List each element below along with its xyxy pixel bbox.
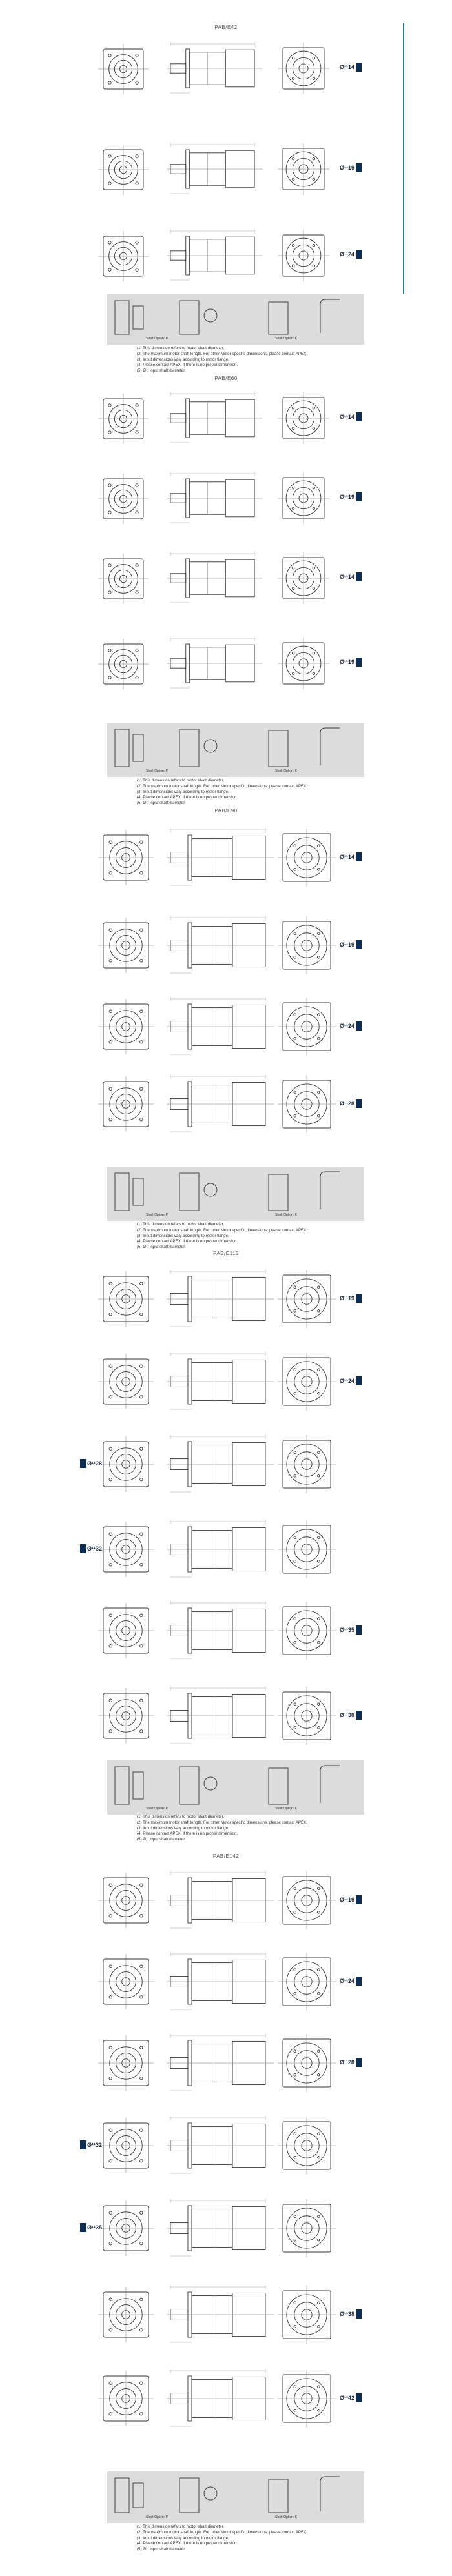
model-marker	[356, 572, 362, 581]
model-marker	[356, 163, 362, 172]
front-view-drawing	[97, 1270, 155, 1328]
side-view-drawing	[167, 550, 265, 608]
model-label: Ø¹¹19	[340, 941, 355, 948]
front-view-drawing	[97, 1075, 155, 1133]
footnote-line: (2) The maximum motor shaft length. For other Motor specific dimensions, please contact APEX.	[137, 2530, 307, 2535]
model-marker	[356, 852, 362, 861]
input-view-drawing	[276, 142, 331, 196]
model-tag	[80, 2140, 102, 2150]
model-marker	[356, 2309, 362, 2319]
footnote-line: (4) Please contact APEX, if there is no proper dimension.	[137, 1831, 238, 1836]
footnote-line: (4) Please contact APEX, if there is no proper dimension.	[137, 2541, 238, 2546]
shaft-option-p-label: Shaft Option: P	[146, 769, 168, 773]
input-view-drawing	[276, 391, 331, 445]
model-marker	[356, 1021, 362, 1031]
section-title: PAB/E90	[214, 808, 238, 814]
front-view-drawing	[97, 230, 150, 283]
model-label: Ø¹¹42	[340, 2395, 355, 2401]
input-view-drawing	[276, 1951, 337, 2012]
shaft-option-k-label: Shaft Option: K	[275, 1807, 297, 1811]
side-view-drawing	[167, 2114, 276, 2179]
front-view-drawing	[97, 638, 150, 690]
input-view-drawing	[276, 827, 337, 888]
model-tag	[340, 2309, 362, 2319]
footnotes	[137, 346, 369, 374]
input-view-drawing	[276, 2368, 337, 2429]
section-title: PAB/E42	[214, 25, 238, 30]
front-view-drawing	[97, 1520, 155, 1578]
model-marker	[356, 1294, 362, 1303]
shaft-option-p-label: Shaft Option: P	[146, 2515, 168, 2519]
model-marker	[356, 1977, 362, 1986]
model-marker	[356, 1099, 362, 1108]
side-view-drawing	[167, 1518, 276, 1582]
model-label: Ø¹¹14	[340, 574, 355, 580]
input-view-drawing	[276, 471, 331, 525]
model-tag	[340, 1021, 362, 1031]
side-view-drawing	[167, 1072, 276, 1137]
model-tag	[340, 1625, 362, 1635]
side-view-drawing	[167, 1684, 276, 1749]
model-marker	[80, 1544, 86, 1553]
footnotes	[137, 2524, 369, 2553]
model-label: Ø¹¹28	[340, 2059, 355, 2066]
model-label: Ø¹¹28	[87, 1460, 103, 1467]
model-marker	[80, 1459, 86, 1468]
shaft-option-p-label: Shaft Option: P	[146, 1213, 168, 1217]
model-tag	[340, 163, 362, 173]
model-marker	[356, 1625, 362, 1635]
footnote-line: (3) Input dimensions vary according to motor flange.	[137, 2535, 229, 2541]
input-view-drawing	[276, 996, 337, 1057]
section-title: PAB/E60	[214, 376, 238, 381]
side-view-drawing	[167, 2367, 276, 2431]
front-view-drawing	[97, 2286, 155, 2344]
side-view-drawing	[167, 390, 265, 448]
model-label: Ø¹¹32	[87, 2142, 103, 2148]
shaft-options-band	[107, 294, 364, 345]
shaft-option-k-label: Shaft Option: K	[275, 2515, 297, 2519]
model-tag	[80, 1458, 102, 1469]
model-label: Ø¹¹38	[340, 1712, 355, 1718]
footnote-line: (2) The maximum motor shaft length. For other Motor specific dimensions, please contact APEX.	[137, 783, 307, 789]
side-view-drawing	[167, 141, 265, 199]
model-marker	[356, 658, 362, 667]
input-view-drawing	[276, 636, 331, 690]
input-view-drawing	[276, 2198, 337, 2259]
input-view-drawing	[276, 551, 331, 605]
model-label: Ø¹¹32	[87, 1545, 103, 1552]
input-view-drawing	[276, 1519, 337, 1580]
footnotes	[137, 1815, 369, 1843]
side-view-drawing	[167, 1950, 276, 2015]
model-tag	[340, 492, 362, 502]
side-view-drawing	[167, 826, 276, 891]
model-tag	[340, 940, 362, 950]
model-tag	[340, 657, 362, 667]
shaft-options-band	[107, 1167, 364, 1221]
input-view-drawing	[276, 2284, 337, 2345]
front-view-drawing	[97, 2199, 155, 2257]
shaft-option-k-label: Shaft Option: K	[275, 769, 297, 773]
model-label: Ø¹¹28	[340, 1100, 355, 1107]
model-marker	[356, 1376, 362, 1385]
model-label: Ø¹¹19	[340, 659, 355, 665]
side-view-drawing	[167, 470, 265, 528]
model-label: Ø¹¹24	[340, 1978, 355, 1984]
model-label: Ø¹¹38	[340, 2311, 355, 2317]
footnote-line: (3) Input dimensions vary according to motor flange.	[137, 789, 229, 794]
footnote-line: (5) Ø¹: Input shaft diameter.	[137, 1837, 186, 1842]
footnote-line: (2) The maximum motor shaft length. For other Motor specific dimensions, please contact APEX.	[137, 351, 307, 356]
front-view-drawing	[97, 472, 150, 525]
footnote-line: (1) This dimension refers to motor shaft diameter.	[137, 2524, 225, 2529]
side-view-drawing	[167, 2283, 276, 2348]
model-marker	[356, 250, 362, 259]
model-tag	[340, 1293, 362, 1303]
footnote-line: (1) This dimension refers to motor shaft diameter.	[137, 346, 225, 350]
side-view-drawing	[167, 40, 265, 98]
shaft-option-p-label: Shaft Option: P	[146, 1807, 168, 1811]
model-label: Ø¹¹19	[340, 1295, 355, 1302]
model-label: Ø¹¹24	[340, 251, 355, 257]
footnote-line: (2) The maximum motor shaft length. For other Motor specific dimensions, please contact APEX.	[137, 1227, 307, 1233]
side-view-drawing	[167, 227, 265, 285]
model-label: Ø¹¹19	[340, 165, 355, 171]
model-tag	[340, 1976, 362, 1986]
footnote-line: (5) Ø¹: Input shaft diameter.	[137, 368, 186, 374]
model-marker	[356, 492, 362, 501]
shaft-options-band	[107, 1760, 364, 1815]
footnote-line: (1) This dimension refers to motor shaft diameter.	[137, 778, 225, 783]
shaft-options-band	[107, 2471, 364, 2523]
front-view-drawing	[97, 916, 155, 974]
model-tag	[340, 1710, 362, 1720]
footnotes	[137, 1222, 369, 1251]
model-label: Ø¹¹35	[87, 2224, 103, 2231]
side-view-drawing	[167, 914, 276, 978]
model-tag	[340, 852, 362, 862]
model-tag	[340, 2393, 362, 2403]
front-view-drawing	[97, 1871, 155, 1929]
front-view-drawing	[97, 392, 150, 445]
front-view-drawing	[97, 2370, 155, 2428]
side-view-drawing	[167, 1267, 276, 1332]
section-title: PAB/E142	[212, 1853, 240, 1859]
footnote-line: (3) Input dimensions vary according to motor flange.	[137, 357, 229, 362]
input-view-drawing	[276, 2115, 337, 2176]
shaft-options-band	[107, 723, 364, 777]
model-label: Ø¹¹19	[340, 494, 355, 500]
accent-rule	[403, 23, 404, 294]
model-marker	[356, 63, 362, 72]
footnote-line: (5) Ø¹: Input shaft diameter.	[137, 1245, 186, 1250]
model-marker	[356, 2393, 362, 2402]
side-view-drawing	[167, 2197, 276, 2261]
front-view-drawing	[97, 2117, 155, 2175]
shaft-option-k-label: Shaft Option: K	[275, 1213, 297, 1217]
model-label: Ø¹¹14	[340, 854, 355, 860]
front-view-drawing	[97, 552, 150, 605]
input-view-drawing	[276, 1351, 337, 1412]
footnote-line: (4) Please contact APEX, if there is no proper dimension.	[137, 1239, 238, 1244]
model-marker	[356, 412, 362, 421]
input-view-drawing	[276, 1600, 337, 1661]
front-view-drawing	[97, 1602, 155, 1660]
footnote-line: (1) This dimension refers to motor shaft diameter.	[137, 1222, 225, 1227]
front-view-drawing	[97, 998, 155, 1056]
shaft-option-k-label: Shaft Option: K	[275, 337, 297, 341]
model-marker	[356, 1711, 362, 1720]
side-view-drawing	[167, 2031, 276, 2096]
section-title: PAB/E115	[213, 1251, 239, 1256]
model-label: Ø¹¹35	[340, 1627, 355, 1633]
side-view-drawing	[167, 995, 276, 1060]
front-view-drawing	[97, 1687, 155, 1745]
model-tag	[80, 2222, 102, 2233]
side-view-drawing	[167, 1350, 276, 1414]
side-view-drawing	[167, 1869, 276, 1933]
side-view-drawing	[167, 1599, 276, 1664]
model-label: Ø¹¹24	[340, 1378, 355, 1384]
model-tag	[340, 249, 362, 259]
footnote-line: (2) The maximum motor shaft length. For other Motor specific dimensions, please contact APEX.	[137, 1820, 307, 1825]
model-label: Ø¹¹24	[340, 1023, 355, 1029]
input-view-drawing	[276, 1434, 337, 1494]
footnotes	[137, 778, 369, 807]
input-view-drawing	[276, 2033, 337, 2093]
model-tag	[340, 1895, 362, 1905]
footnote-line: (4) Please contact APEX, if there is no proper dimension.	[137, 795, 238, 800]
model-marker	[80, 2140, 86, 2149]
front-view-drawing	[97, 1435, 155, 1493]
footnote-line: (1) This dimension refers to motor shaft diameter.	[137, 1815, 225, 1819]
footnote-line: (5) Ø¹: Input shaft diameter.	[137, 801, 186, 806]
input-view-drawing	[276, 1870, 337, 1931]
model-tag	[340, 2057, 362, 2068]
side-view-drawing	[167, 1433, 276, 1497]
input-view-drawing	[276, 915, 337, 976]
input-view-drawing	[276, 1685, 337, 1746]
front-view-drawing	[97, 1353, 155, 1411]
model-label: Ø¹¹19	[340, 1897, 355, 1903]
model-tag	[80, 1544, 102, 1554]
model-tag	[340, 1376, 362, 1386]
model-marker	[80, 2223, 86, 2232]
front-view-drawing	[97, 43, 150, 96]
model-tag	[340, 572, 362, 582]
model-marker	[356, 1895, 362, 1904]
input-view-drawing	[276, 1074, 337, 1134]
front-view-drawing	[97, 829, 155, 887]
model-marker	[356, 940, 362, 949]
footnote-line: (4) Please contact APEX, if there is no proper dimension.	[137, 363, 238, 368]
front-view-drawing	[97, 143, 150, 196]
footnote-line: (3) Input dimensions vary according to motor flange.	[137, 1826, 229, 1831]
model-label: Ø¹¹14	[340, 64, 355, 70]
model-tag	[340, 412, 362, 422]
front-view-drawing	[97, 2034, 155, 2092]
input-view-drawing	[276, 228, 331, 283]
side-view-drawing	[167, 635, 265, 693]
shaft-option-p-label: Shaft Option: P	[146, 337, 168, 341]
footnote-line: (3) Input dimensions vary according to motor flange.	[137, 1233, 229, 1238]
model-label: Ø¹¹14	[340, 414, 355, 420]
input-view-drawing	[276, 41, 331, 96]
input-view-drawing	[276, 1269, 337, 1329]
footnote-line: (5) Ø¹: Input shaft diameter.	[137, 2547, 186, 2552]
model-tag	[340, 62, 362, 72]
model-tag	[340, 1098, 362, 1109]
front-view-drawing	[97, 1953, 155, 2011]
model-marker	[356, 2058, 362, 2067]
